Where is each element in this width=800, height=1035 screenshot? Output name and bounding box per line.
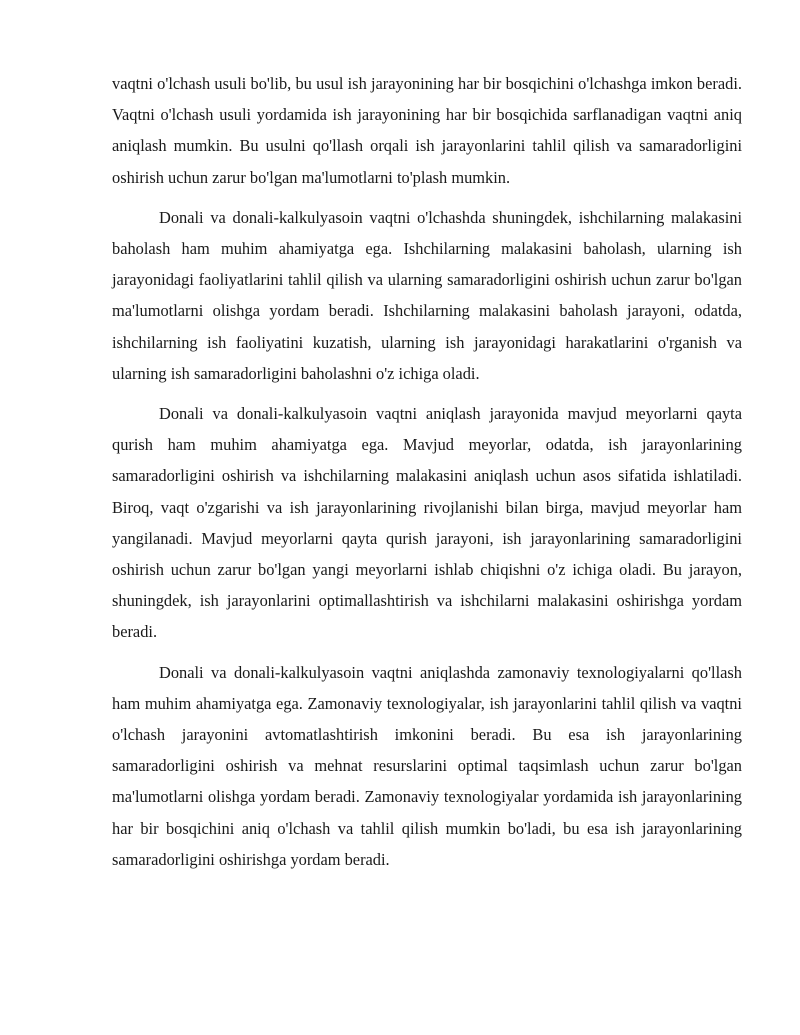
paragraph-2: Donali va donali-kalkulyasoin vaqtni o'lchashda shuningdek, ishchilarning malakasini baholash ham muhim ahamiyatga ega. Ishchilarning malakasini baholash, ularning ish jarayonidagi faoliyatlarini tahlil qilish va ularning samaradorligini oshirish uchun zarur bo'lgan ma'lumotlarni olishga yordam beradi. Ishchilarning malakasini baholash jarayoni, odatda, ishchilarning ish faoliyatini kuzatish, ularning ish jarayonidagi harakatlarini o'rganish va ularning ish samaradorligini baholashni o'z ichiga oladi. xyxy=(112,207,742,383)
paragraph-3: Donali va donali-kalkulyasoin vaqtni aniqlash jarayonida mavjud meyorlarni qayta qurish ham muhim ahamiyatga ega. Mavjud meyorlar, odatda, ish jarayonlarining samaradorligini oshirish va ishchilarning malakasini aniqlash uchun asos sifatida ishlatiladi. Biroq, vaqt o'zgarishi va ish jarayonlarining rivojlanishi bilan birga, mavjud meyorlar ham yangilanadi. Mavjud meyorlarni qayta qurish jarayoni, ish jarayonlarining samaradorligini oshirish uchun zarur bo'lgan yangi meyorlarni ishlab chiqishni o'z ichiga oladi. Bu jarayon, shuningdek, ish jarayonlarini optimallashtirish va ishchilarni malakasini oshirishga yordam beradi. xyxy=(112,404,742,642)
paragraph-4: Donali va donali-kalkulyasoin vaqtni aniqlashda zamonaviy texnologiyalarni qo'llash ham muhim ahamiyatga ega. Zamonaviy texnologiyalar, ish jarayonlarini tahlil qilish va vaqtni o'lchash jarayonini avtomatlashtirish imkonini beradi. Bu esa ish jarayonlarining samaradorligini oshirish va mehnat resurslarini optimal taqsimlash uchun zarur bo'lgan ma'lumotlarni olishga yordam beradi. Zamonaviy texnologiyalar yordamida ish jarayonlarining har bir bosqichini aniq o'lchash va tahlil qilish mumkin bo'ladi, bu esa ish jarayonlarining samaradorligini oshirishga yordam beradi. xyxy=(112,662,742,869)
paragraph-1: vaqtni o'lchash usuli bo'lib, bu usul ish jarayonining har bir bosqichini o'lchashga imkon beradi. Vaqtni o'lchash usuli yordamida ish jarayonining har bir bosqichida sarflanadigan vaqtni aniq aniqlash mumkin. Bu usulni qo'llash orqali ish jarayonlarini tahlil qilish va samaradorligini oshirish uchun zarur bo'lgan ma'lumotlarni to'plash mumkin. xyxy=(112,74,742,187)
document-page xyxy=(112,68,742,884)
